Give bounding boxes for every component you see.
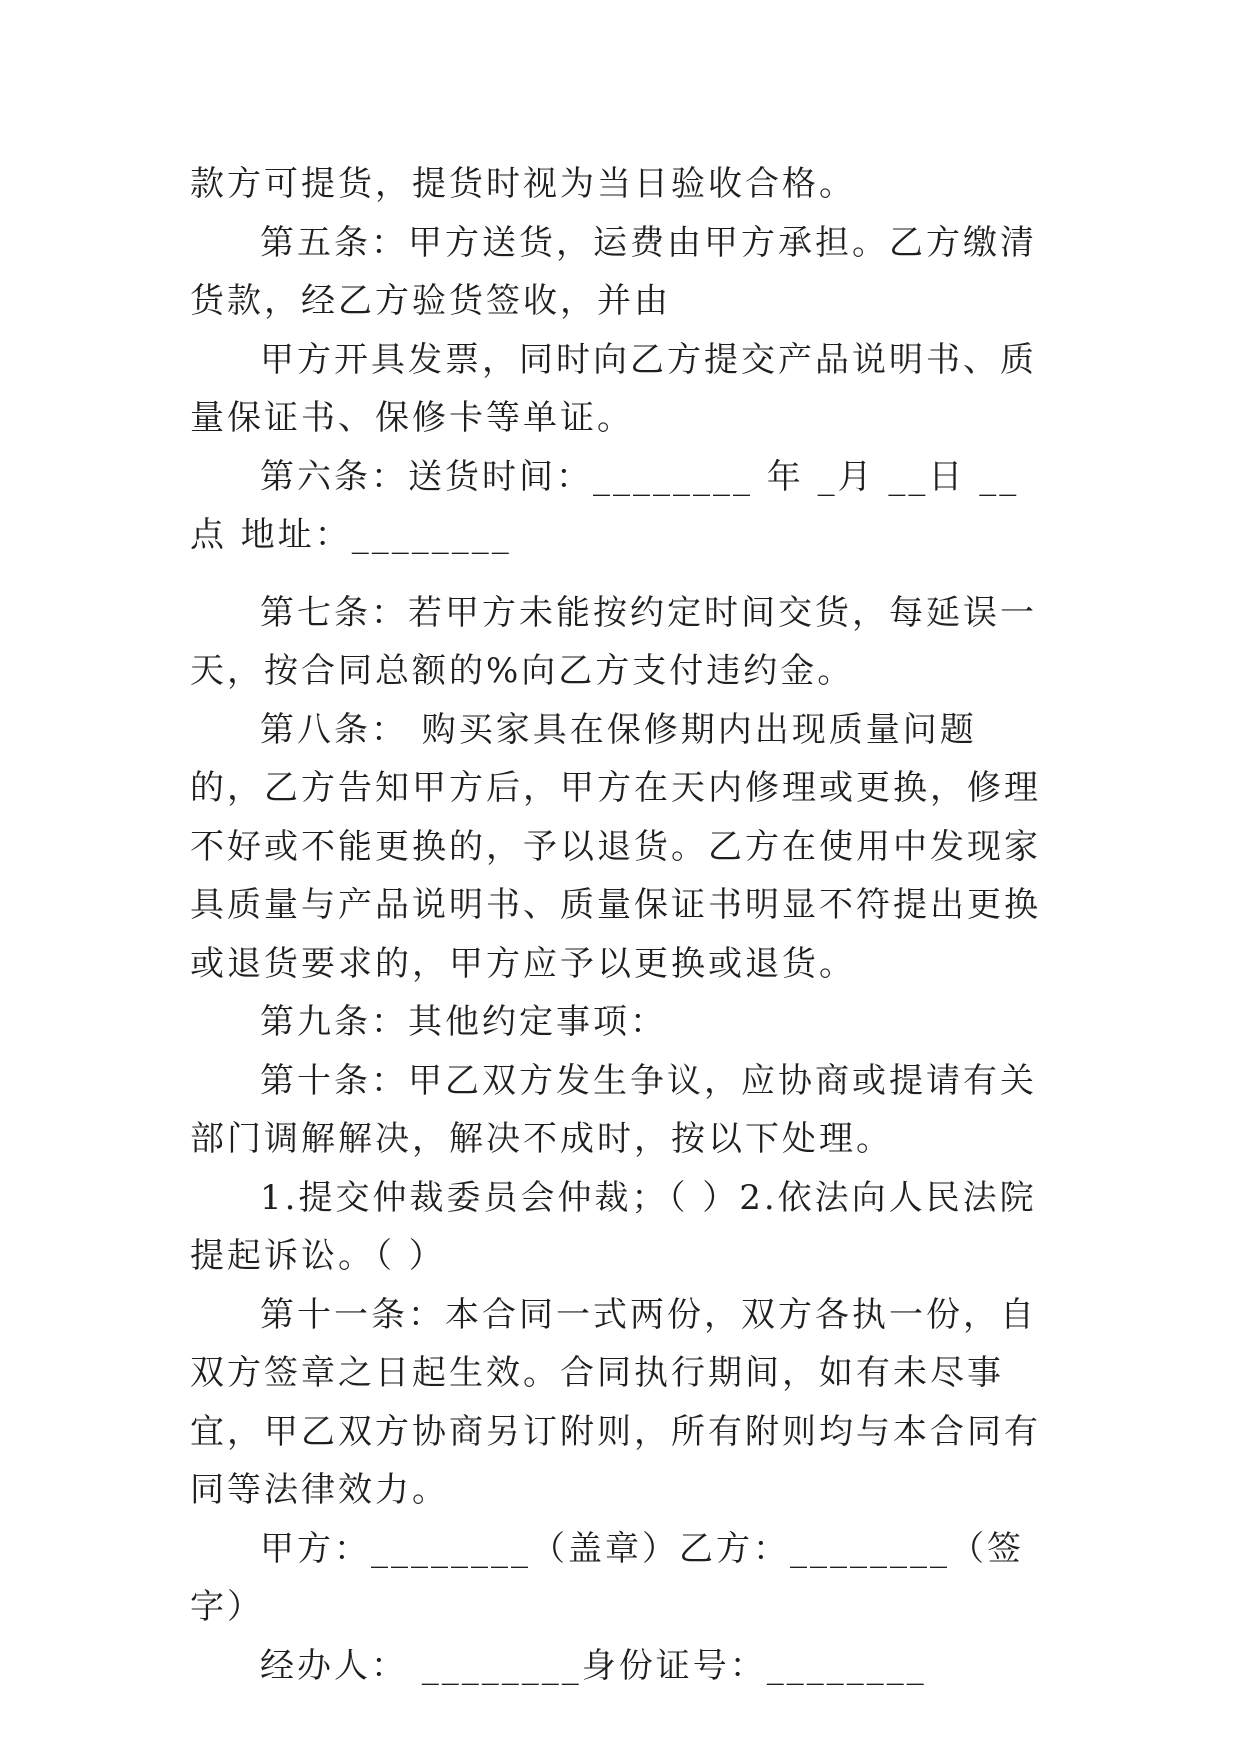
clause-5-continued: 甲方开具发票，同时向乙方提交产品说明书、质量保证书、保修卡等单证。 <box>190 339 1037 438</box>
dispute-options: 1.提交仲裁委员会仲裁；（ ）2.依法向人民法院提起诉讼。（ ） <box>190 1177 1037 1276</box>
paragraph-continuation: 款方可提货，提货时视为当日验收合格。 <box>190 164 856 204</box>
clause-6: 第六条：送货时间：________ 年 _月 __日 __点 地址：________ <box>190 456 1020 555</box>
contract-text <box>190 155 1050 1695</box>
clause-5: 第五条：甲方送货，运费由甲方承担。乙方缴清货款，经乙方验货签收，并由 <box>190 222 1037 321</box>
agent-id-line: 经办人： ________身份证号：________ <box>260 1645 927 1686</box>
clause-8: 第八条： 购买家具在保修期内出现质量问题的，乙方告知甲方后，甲方在天内修理或更换，修理不好或不能更换的，予以退货。乙方在使用中发现家具质量与产品说明书、质量保证书明显不符提出更换或退货要求的，甲方应予以更换或退货。 <box>190 709 1041 984</box>
clause-10: 第十条：甲乙双方发生争议，应协商或提请有关部门调解解决，解决不成时，按以下处理。 <box>190 1060 1037 1159</box>
clause-7: 第七条：若甲方未能按约定时间交货，每延误一天，按合同总额的%向乙方支付违约金。 <box>190 592 1037 691</box>
signature-line: 甲方：________（盖章）乙方：________（签字） <box>190 1528 1024 1627</box>
clause-9: 第九条：其他约定事项： <box>260 1002 667 1042</box>
clause-11: 第十一条：本合同一式两份，双方各执一份，自双方签章之日起生效。合同执行期间，如有未尽事宜，甲乙双方协商另订附则，所有附则均与本合同有同等法律效力。 <box>190 1294 1041 1510</box>
paragraph-gap <box>190 565 1050 584</box>
